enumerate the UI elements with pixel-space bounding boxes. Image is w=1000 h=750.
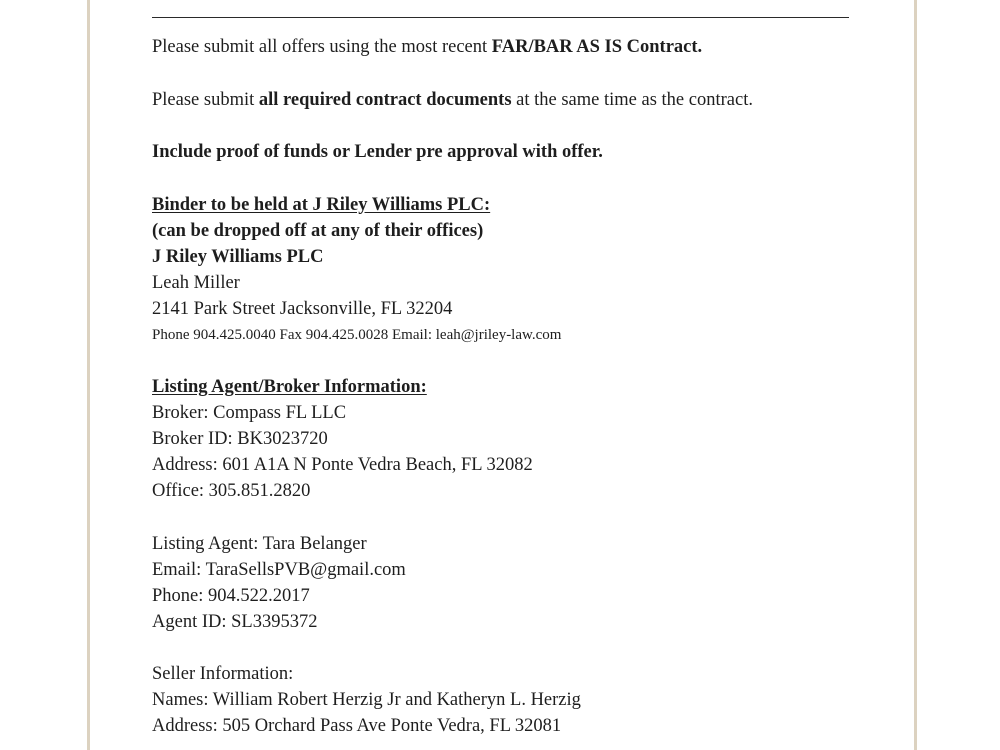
agent-name: Listing Agent: Tara Belanger bbox=[152, 533, 367, 554]
binder-firm: J Riley Williams PLC bbox=[152, 246, 324, 267]
proof-of-funds-instruction: Include proof of funds or Lender pre approval with offer. bbox=[152, 142, 603, 162]
binder-contact: Leah Miller bbox=[152, 272, 240, 293]
agent-email: Email: TaraSellsPVB@gmail.com bbox=[152, 559, 406, 580]
contract-type: FAR/BAR AS IS Contract. bbox=[491, 37, 703, 57]
broker-name: Broker: Compass FL LLC bbox=[152, 403, 347, 423]
binder-note: (can be dropped off at any of their offices) bbox=[152, 220, 484, 241]
binder-heading: Binder to be held at J Riley Williams PLC: bbox=[152, 194, 491, 215]
broker-id: Broker ID: BK3023720 bbox=[152, 429, 328, 449]
documents-instruction bbox=[152, 87, 872, 113]
broker-address: Address: 601 A1A N Ponte Vedra Beach, FL 32082 bbox=[152, 455, 533, 475]
binder-contact-line: Phone 904.425.0040 Fax 904.425.0028 Email: leah@jriley-law.com bbox=[152, 326, 562, 343]
seller-heading: Seller Information: bbox=[152, 664, 294, 684]
document-content bbox=[152, 34, 872, 739]
offers-instruction bbox=[152, 34, 872, 60]
required-documents: all required contract documents bbox=[258, 89, 512, 110]
seller-names: Names: William Robert Herzig Jr and Katheryn L. Herzig bbox=[152, 690, 581, 710]
binder-address: 2141 Park Street Jacksonville, FL 32204 bbox=[152, 298, 453, 319]
agent-id: Agent ID: SL3395372 bbox=[152, 611, 318, 632]
agent-phone: Phone: 904.522.2017 bbox=[152, 585, 310, 606]
documents-instruction-suffix: at the same time as the contract. bbox=[511, 89, 753, 110]
seller-address: Address: 505 Orchard Pass Ave Ponte Vedra, FL 32081 bbox=[152, 716, 562, 736]
documents-instruction-prefix: Please submit bbox=[152, 89, 259, 110]
offers-instruction-text: Please submit all offers using the most recent bbox=[152, 37, 492, 57]
broker-heading: Listing Agent/Broker Information: bbox=[152, 377, 427, 397]
broker-office: Office: 305.851.2820 bbox=[152, 481, 311, 501]
horizontal-rule bbox=[152, 17, 849, 18]
